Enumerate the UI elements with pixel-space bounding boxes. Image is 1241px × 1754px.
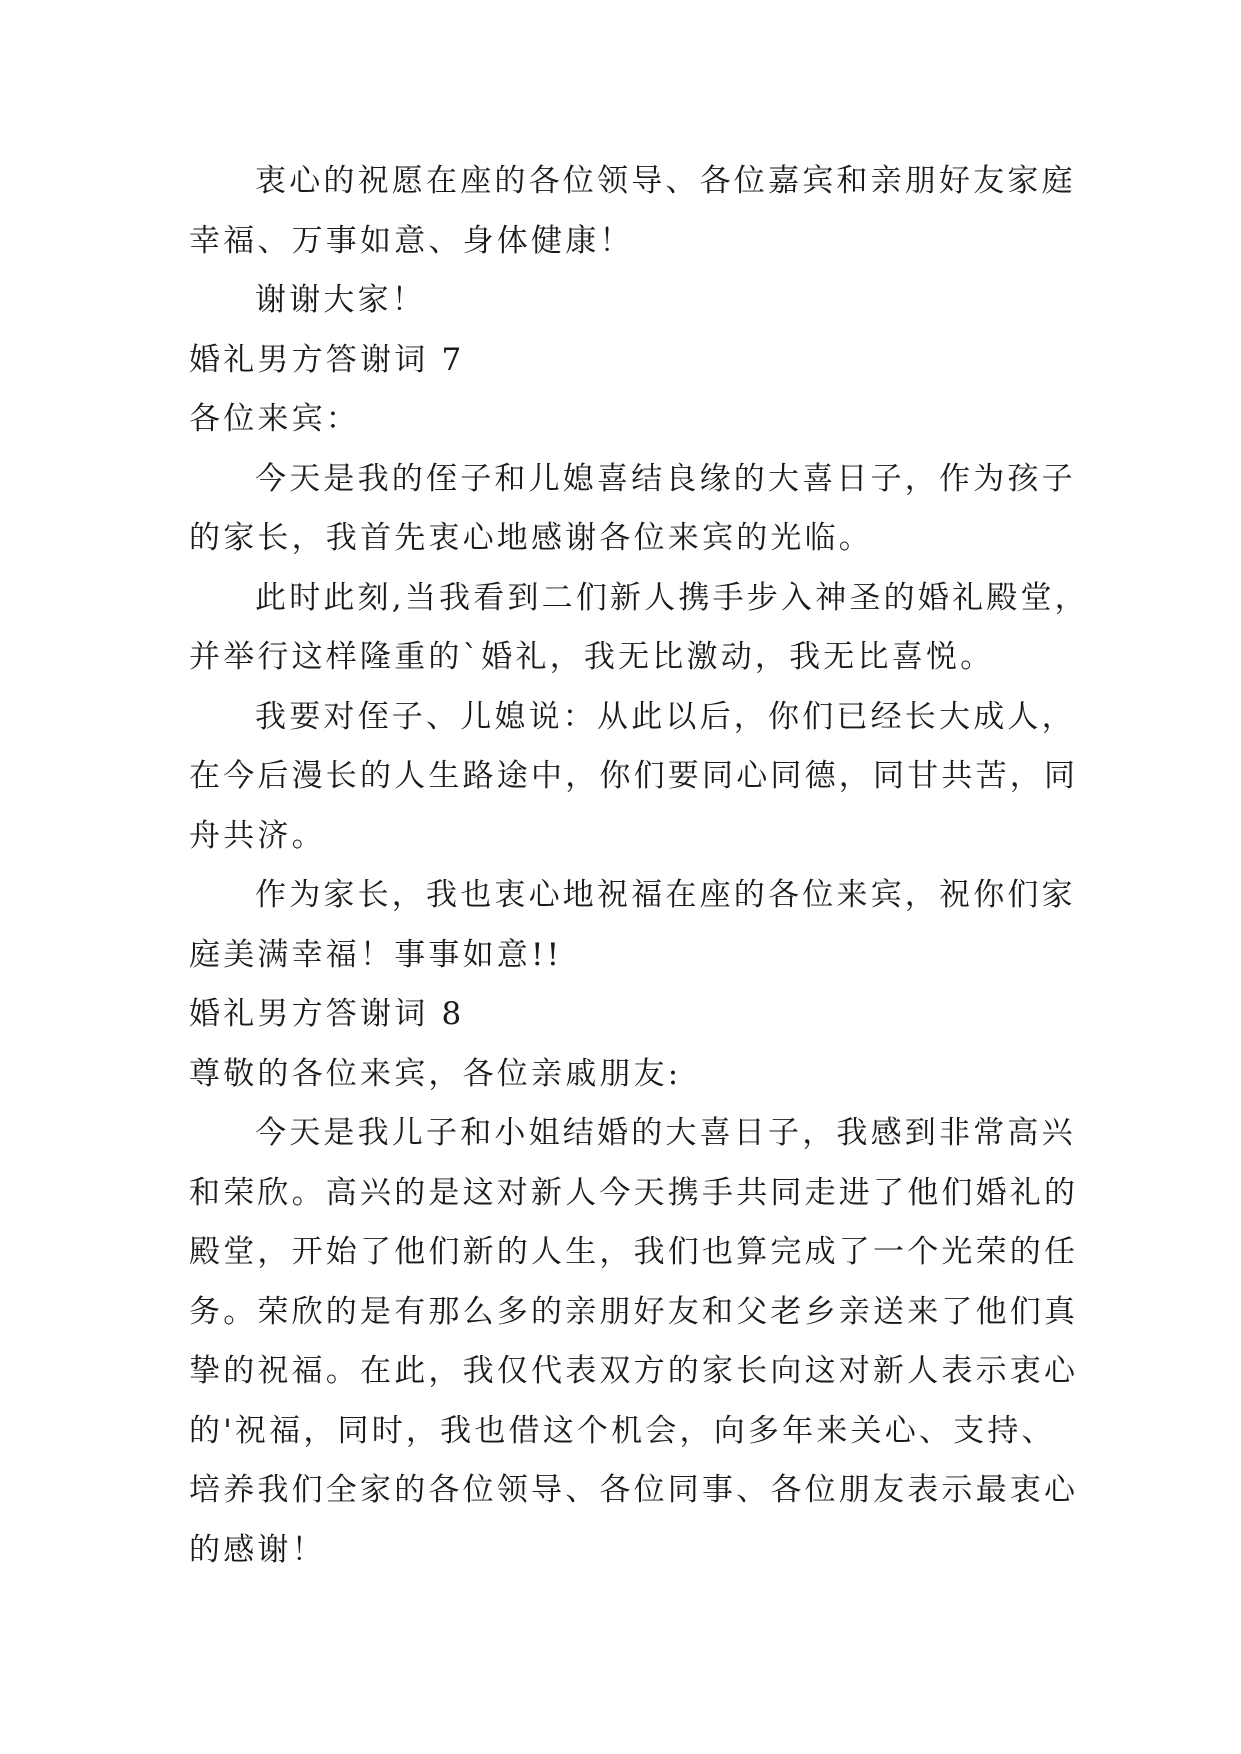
paragraph-line: 作为家长，我也衷心地祝福在座的各位来宾，祝你们家: [255, 877, 1076, 913]
section-heading: 婚礼男方答谢词 8: [189, 996, 465, 1032]
salutation: 尊敬的各位来宾，各位亲戚朋友:: [189, 1055, 682, 1092]
paragraph-line: 今天是我儿子和小姐结婚的大喜日子，我感到非常高兴: [255, 1115, 1076, 1151]
paragraph-line: 挚的祝福。在此，我仅代表双方的家长向这对新人表示衷心: [189, 1353, 1079, 1389]
paragraph-line: 培养我们全家的各位领导、各位同事、各位朋友表示最衷心: [189, 1472, 1079, 1508]
paragraph-line: 务。荣欣的是有那么多的亲朋好友和父老乡亲送来了他们真: [189, 1293, 1079, 1330]
paragraph-line: 衷心的祝愿在座的各位领导、各位嘉宾和亲朋好友家庭: [255, 163, 1076, 199]
salutation: 各位来宾：: [189, 401, 360, 437]
paragraph-line: 在今后漫长的人生路途中，你们要同心同德，同甘共苦，同: [189, 758, 1079, 794]
paragraph-line: 并举行这样隆重的`婚礼，我无比激动，我无比喜悦。: [189, 639, 995, 675]
paragraph-line: 的感谢！: [189, 1531, 326, 1568]
section-heading: 婚礼男方答谢词 7: [189, 341, 465, 378]
paragraph-line: 的家长，我首先衷心地感谢各位来宾的光临。: [189, 520, 873, 556]
paragraph-line: 幸福、万事如意、身体健康！: [189, 222, 634, 259]
paragraph-line: 谢谢大家！: [255, 282, 426, 318]
paragraph-line: 此时此刻,当我看到二们新人携手步入神圣的婚礼殿堂，: [255, 579, 1089, 616]
paragraph-line: 庭美满幸福！事事如意!!: [189, 936, 563, 973]
paragraph-line: 的'祝福，同时，我也借这个机会，向多年来关心、支持、: [189, 1412, 1056, 1449]
paragraph-line: 殿堂，开始了他们新的人生，我们也算完成了一个光荣的任: [189, 1234, 1079, 1270]
paragraph-line: 舟共济。: [189, 817, 326, 854]
paragraph-line: 今天是我的侄子和儿媳喜结良缘的大喜日子，作为孩子: [255, 460, 1076, 497]
document-body: [189, 152, 1089, 1580]
paragraph-line: 和荣欣。高兴的是这对新人今天携手共同走进了他们婚礼的: [189, 1174, 1079, 1211]
paragraph-line: 我要对侄子、儿媳说：从此以后，你们已经长大成人，: [255, 698, 1076, 735]
